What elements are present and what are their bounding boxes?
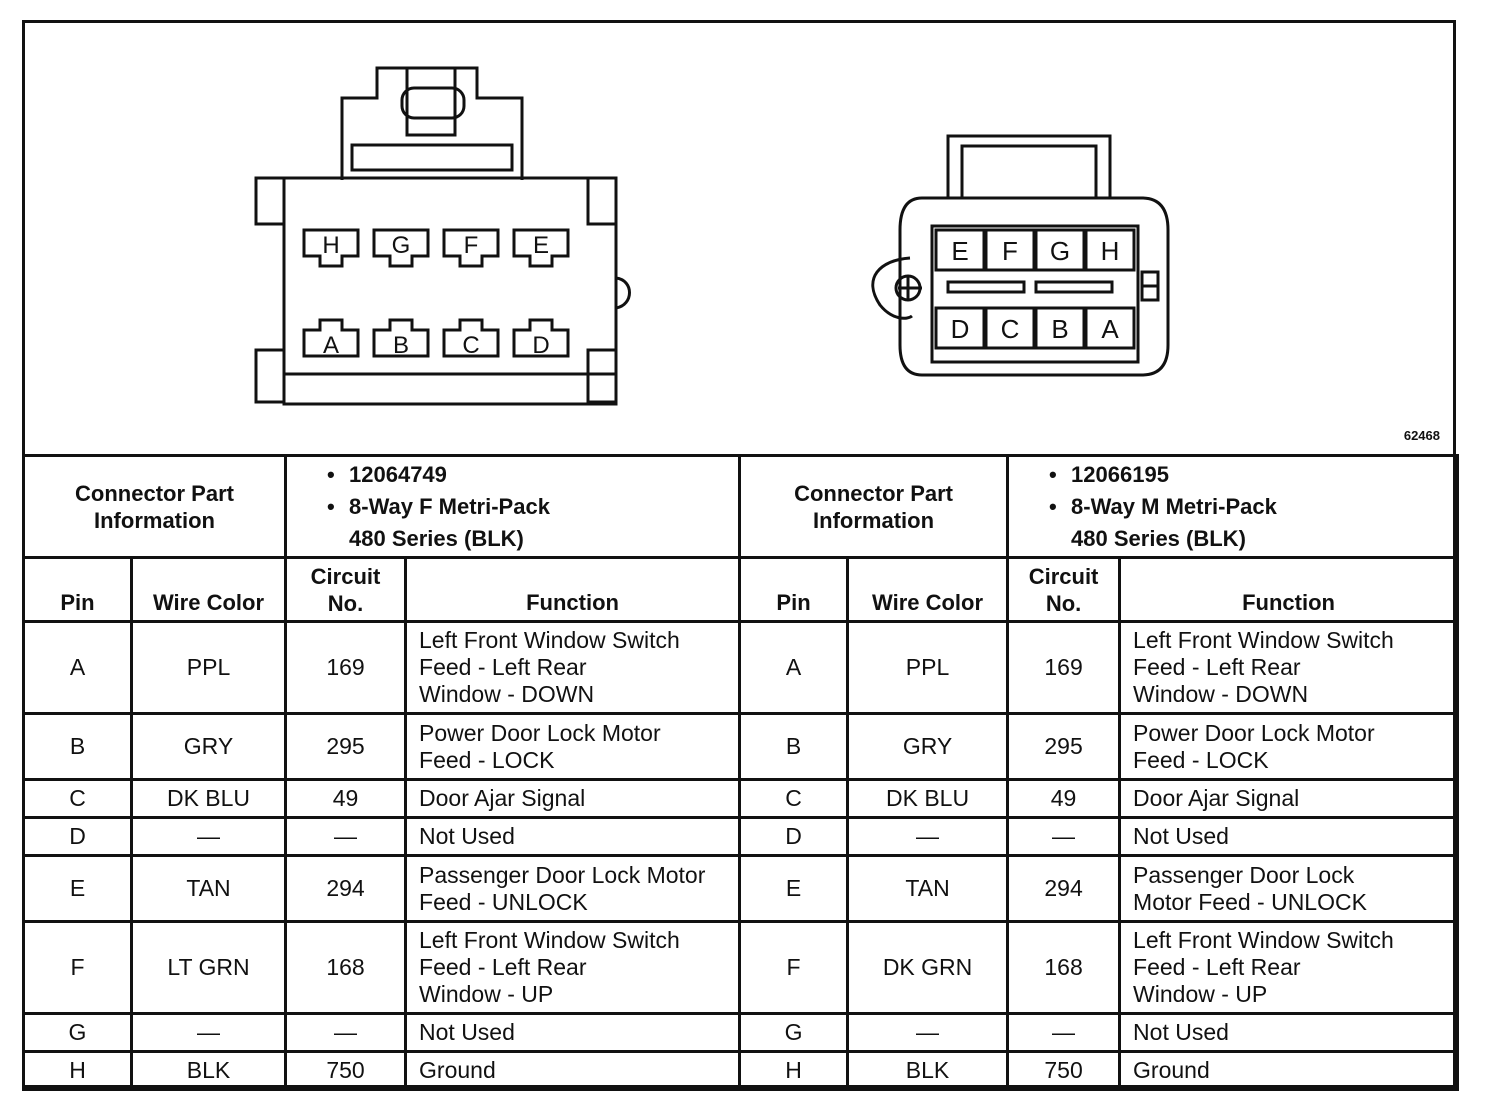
part-number: 12064749 bbox=[349, 461, 447, 487]
function-header: Function bbox=[1120, 558, 1458, 622]
pin-cell: G bbox=[740, 1014, 848, 1052]
wire-color-cell: BLK bbox=[848, 1052, 1008, 1090]
circuit-header bbox=[1008, 558, 1120, 622]
wire-color-cell: GRY bbox=[848, 714, 1008, 780]
table-row bbox=[24, 622, 1458, 714]
function-line: Window - DOWN bbox=[419, 681, 595, 707]
table-row bbox=[24, 1052, 1458, 1090]
pin-cell: E bbox=[24, 856, 132, 922]
male-pin-row-bottom bbox=[936, 308, 1134, 348]
function-line: Not Used bbox=[1133, 1019, 1229, 1045]
table-row bbox=[24, 714, 1458, 780]
pin-cell: B bbox=[740, 714, 848, 780]
circuit-cell: — bbox=[1008, 818, 1120, 856]
circuit-cell: 169 bbox=[286, 622, 406, 714]
function-cell bbox=[1120, 780, 1458, 818]
wire-color-cell: TAN bbox=[848, 856, 1008, 922]
wire-color-cell: LT GRN bbox=[132, 922, 286, 1014]
wire-color-cell: GRY bbox=[132, 714, 286, 780]
pin-label: H bbox=[1100, 236, 1120, 266]
function-line: Ground bbox=[1133, 1057, 1210, 1083]
circuit-cell: 750 bbox=[286, 1052, 406, 1090]
pin-label: E bbox=[951, 236, 969, 266]
pin-cell: A bbox=[24, 622, 132, 714]
function-cell bbox=[1120, 714, 1458, 780]
connector-drawings bbox=[22, 20, 1456, 454]
circuit-cell: 295 bbox=[286, 714, 406, 780]
pin-cell: B bbox=[24, 714, 132, 780]
table-row bbox=[24, 1014, 1458, 1052]
function-line: Not Used bbox=[419, 823, 515, 849]
wire-color-cell: DK BLU bbox=[848, 780, 1008, 818]
function-line: Window - UP bbox=[1133, 981, 1268, 1007]
wire-color-cell: BLK bbox=[132, 1052, 286, 1090]
info-label-line: Information bbox=[94, 507, 215, 533]
function-cell bbox=[406, 622, 740, 714]
info-label-line: Information bbox=[813, 507, 935, 533]
female-pin-row-top bbox=[304, 230, 568, 266]
circuit-cell: 750 bbox=[1008, 1052, 1120, 1090]
function-cell bbox=[1120, 622, 1458, 714]
function-cell bbox=[406, 1014, 740, 1052]
function-cell bbox=[1120, 818, 1458, 856]
function-cell bbox=[406, 714, 740, 780]
table-row bbox=[24, 856, 1458, 922]
function-line: Not Used bbox=[1133, 823, 1229, 849]
pin-label: H bbox=[322, 232, 340, 259]
pin-cell: D bbox=[740, 818, 848, 856]
pin-cell: H bbox=[740, 1052, 848, 1090]
pin-cell: D bbox=[24, 818, 132, 856]
info-label-line: Connector Part bbox=[75, 480, 234, 506]
function-line: Left Front Window Switch bbox=[1133, 927, 1394, 953]
circuit-cell: 294 bbox=[1008, 856, 1120, 922]
function-line: Feed - Left Rear bbox=[1133, 654, 1301, 680]
wire-color-cell: PPL bbox=[848, 622, 1008, 714]
connector-type: 8-Way M Metri-Pack bbox=[1071, 493, 1277, 519]
part-number-line: • 12066195 bbox=[1049, 461, 1169, 487]
connector-type-line: • 8-Way F Metri-Pack bbox=[327, 493, 550, 519]
column-header-row bbox=[24, 558, 1458, 622]
pin-cell: G bbox=[24, 1014, 132, 1052]
function-cell bbox=[1120, 1052, 1458, 1090]
table-row bbox=[24, 818, 1458, 856]
pin-cell: F bbox=[740, 922, 848, 1014]
function-line: Feed - Left Rear bbox=[419, 654, 587, 680]
info-label-line: Connector Part bbox=[794, 480, 953, 506]
function-line: Left Front Window Switch bbox=[419, 627, 680, 653]
circuit-cell: 49 bbox=[286, 780, 406, 818]
pin-cell: A bbox=[740, 622, 848, 714]
function-cell bbox=[406, 1052, 740, 1090]
function-line: Left Front Window Switch bbox=[419, 927, 680, 953]
function-cell bbox=[1120, 1014, 1458, 1052]
part-number: 12066195 bbox=[1071, 461, 1169, 487]
pin-header: Pin bbox=[24, 558, 132, 622]
circuit-cell: 294 bbox=[286, 856, 406, 922]
wire-color-cell: — bbox=[848, 1014, 1008, 1052]
female-pin-row-bottom bbox=[304, 320, 568, 359]
pinout-table bbox=[22, 454, 1459, 1091]
circuit-cell: — bbox=[286, 818, 406, 856]
connector-info-left bbox=[286, 456, 740, 558]
circuit-header-line: Circuit bbox=[310, 563, 381, 589]
wire-color-cell: — bbox=[848, 818, 1008, 856]
function-line: Motor Feed - UNLOCK bbox=[1133, 888, 1367, 915]
function-cell bbox=[1120, 856, 1458, 922]
function-line: Door Ajar Signal bbox=[1133, 785, 1300, 811]
pin-cell: C bbox=[740, 780, 848, 818]
function-line: Left Front Window Switch bbox=[1133, 627, 1394, 653]
pin-header: Pin bbox=[740, 558, 848, 622]
connector-type: 8-Way F Metri-Pack bbox=[349, 493, 550, 519]
function-line: Passenger Door Lock bbox=[1133, 861, 1355, 888]
part-number-line: • 12064749 bbox=[327, 461, 447, 487]
function-line: Feed - UNLOCK bbox=[419, 888, 588, 915]
pin-cell: H bbox=[24, 1052, 132, 1090]
function-line: Feed - LOCK bbox=[1133, 746, 1269, 773]
wire-color-cell: DK GRN bbox=[848, 922, 1008, 1014]
connector-series: 480 Series (BLK) bbox=[1071, 525, 1246, 551]
circuit-cell: 169 bbox=[1008, 622, 1120, 714]
pin-label: F bbox=[463, 232, 479, 259]
pin-label: D bbox=[950, 314, 970, 344]
table-row bbox=[24, 922, 1458, 1014]
circuit-cell: 168 bbox=[1008, 922, 1120, 1014]
pin-label: B bbox=[392, 332, 410, 359]
function-line: Window - DOWN bbox=[1133, 681, 1309, 707]
function-line: Window - UP bbox=[419, 981, 554, 1007]
pin-label: C bbox=[462, 332, 480, 359]
circuit-cell: — bbox=[286, 1014, 406, 1052]
pin-cell: F bbox=[24, 922, 132, 1014]
pin-label: A bbox=[322, 332, 340, 359]
function-line: Feed - Left Rear bbox=[1133, 954, 1301, 980]
wire-color-cell: — bbox=[132, 1014, 286, 1052]
pin-cell: E bbox=[740, 856, 848, 922]
connector-info-label-right bbox=[740, 456, 1008, 558]
function-line: Door Ajar Signal bbox=[419, 785, 586, 811]
circuit-cell: 295 bbox=[1008, 714, 1120, 780]
connector-series: 480 Series (BLK) bbox=[349, 525, 524, 551]
connector-info-row bbox=[24, 456, 1458, 558]
function-line: Passenger Door Lock Motor bbox=[419, 861, 706, 888]
wire-color-cell: — bbox=[132, 818, 286, 856]
connector-type-line: • 8-Way M Metri-Pack bbox=[1049, 493, 1277, 519]
male-connector-drawing bbox=[873, 136, 1168, 375]
function-line: Not Used bbox=[419, 1019, 515, 1045]
circuit-cell: — bbox=[1008, 1014, 1120, 1052]
pin-label: D bbox=[532, 332, 550, 359]
circuit-cell: 168 bbox=[286, 922, 406, 1014]
wire-color-cell: TAN bbox=[132, 856, 286, 922]
connector-info-right bbox=[1008, 456, 1458, 558]
circuit-header-line: No. bbox=[1045, 590, 1082, 616]
pin-cell: C bbox=[24, 780, 132, 818]
function-line: Power Door Lock Motor bbox=[1133, 719, 1375, 746]
wire-color-header: Wire Color bbox=[848, 558, 1008, 622]
pin-label: G bbox=[1049, 236, 1071, 266]
function-cell bbox=[406, 818, 740, 856]
pin-label: A bbox=[1101, 314, 1119, 344]
figure-number: 62468 bbox=[1403, 428, 1440, 443]
wire-color-header: Wire Color bbox=[132, 558, 286, 622]
circuit-header-line: Circuit bbox=[1028, 563, 1099, 589]
pin-label: G bbox=[391, 232, 411, 259]
function-line: Feed - LOCK bbox=[419, 746, 555, 773]
function-cell bbox=[406, 922, 740, 1014]
wire-color-cell: DK BLU bbox=[132, 780, 286, 818]
function-line: Feed - Left Rear bbox=[419, 954, 587, 980]
circuit-header bbox=[286, 558, 406, 622]
pin-label: B bbox=[1051, 314, 1069, 344]
function-cell bbox=[1120, 922, 1458, 1014]
function-cell bbox=[406, 856, 740, 922]
male-pin-row-top bbox=[936, 230, 1134, 270]
function-header: Function bbox=[406, 558, 740, 622]
function-line: Power Door Lock Motor bbox=[419, 719, 661, 746]
circuit-cell: 49 bbox=[1008, 780, 1120, 818]
pin-label: F bbox=[1002, 236, 1018, 266]
table-row bbox=[24, 780, 1458, 818]
wire-color-cell: PPL bbox=[132, 622, 286, 714]
pin-label: C bbox=[1000, 314, 1020, 344]
connector-info-label-left bbox=[24, 456, 286, 558]
function-line: Ground bbox=[419, 1057, 496, 1083]
circuit-header-line: No. bbox=[327, 590, 364, 616]
function-cell bbox=[406, 780, 740, 818]
pin-label: E bbox=[532, 232, 550, 259]
